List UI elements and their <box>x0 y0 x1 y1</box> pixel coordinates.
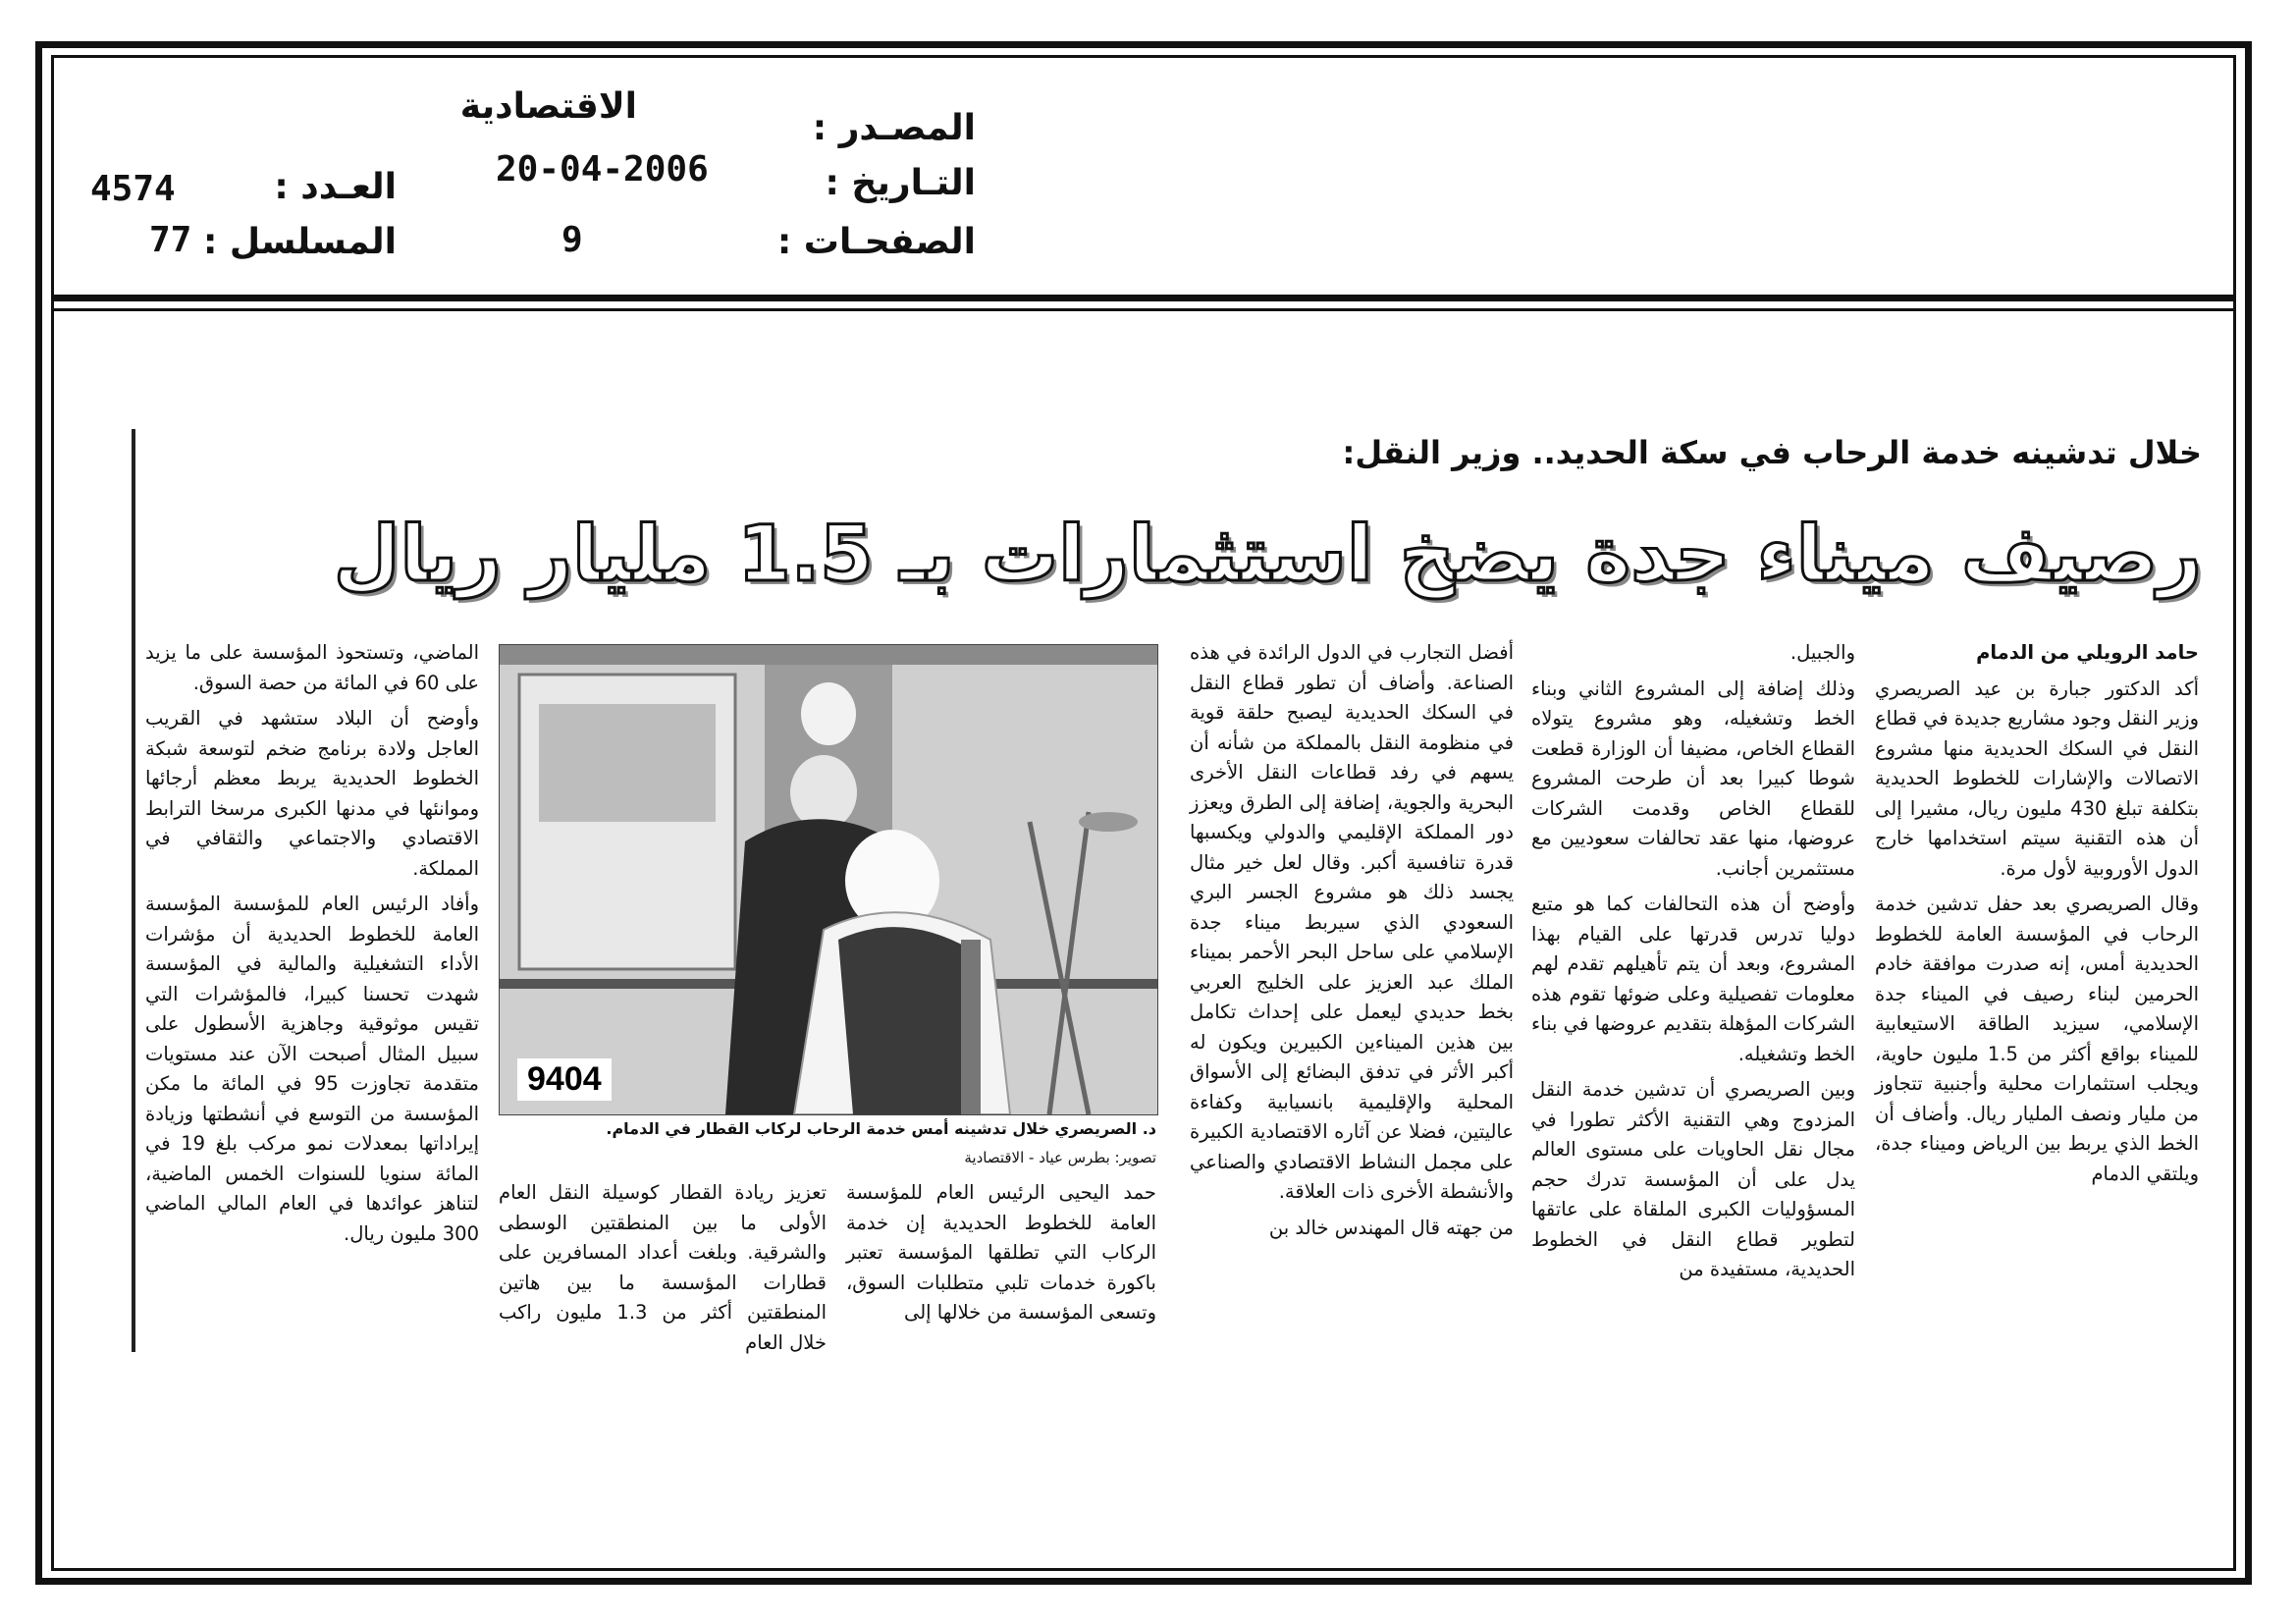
pages-value: 9 <box>561 220 583 260</box>
issue-value: 4574 <box>90 169 176 209</box>
article-kicker: خلال تدشينه خدمة الرحاب في سكة الحديد.. وزير النقل: <box>1342 434 2202 471</box>
paragraph: أفضل التجارب في الدول الرائدة في هذه الصناعة. وأضاف أن تطور قطاع النقل في السكك الحديدية ليصبح حلقة قوية في منظومة النقل بالمملكة من شأنه أن يسهم في رفد قطاعات النقل الأخرى البحرية والجوية، إضافة إلى الطرق ويعزز دور المملكة الإقليمي والدولي ويكسبها قدرة تنافسية أكبر. وقال لعل خير مثال يجسد ذلك هو مشروع الجسر البري السعودي الذي سيربط ميناء جدة الإسلامي على ساحل البحر الأحمر بميناء الملك عبد العزيز على الخليج العربي بخط حديدي ليعمل على إحداث تكامل بين هذين الميناءين الكبيرين ويكون له أكبر الأثر في تدفق البضائع إلى الأسواق المحلية والإقليمية بانسيابية وكفاءة عاليتين، فضلا عن آثاره الاقتصادية الكبيرة على مجمل النشاط الاقتصادي والصناعي والأنشطة الأخرى ذات العلاقة. <box>1190 641 1514 1203</box>
paragraph: وأفاد الرئيس العام للمؤسسة المؤسسة العامة للخطوط الحديدية أن مؤشرات الأداء التشغيلية والمالية في المؤسسة شهدت تحسنا كبيرا، فالمؤشرات التي تقيس موثوقية وجاهزية الأسطول على سبيل المثال أصبحت الآن عند مستويات متقدمة تجاوزت 95 في المائة ما مكن المؤسسة من التوسع في أنشطتها وزيادة إيراداتها بمعدلات نمو مركب بلغ 19 في المائة سنويا للسنوات الخمس الماضية، لتناهز عوائدها في العام المالي الماضي 300 مليون ريال. <box>145 893 479 1245</box>
paragraph: تعزيز ريادة القطار كوسيلة النقل العام الأولى ما بين المنطقتين الوسطى والشرقية. وبلغت أعداد المسافرين على قطارات المؤسسة ما بين هاتين المنطقتين أكثر من 1.3 مليون راكب خلال العام <box>499 1181 827 1354</box>
article-column-5 <box>499 1178 827 1364</box>
date-label: التـاريخ : <box>825 163 976 203</box>
paragraph: من جهته قال المهندس خالد بن <box>1268 1216 1514 1239</box>
paragraph: أكد الدكتور جبارة بن عيد الصريصري وزير النقل وجود مشاريع جديدة في قطاع النقل في السكك الحديدية منها مشروع الاتصالات والإشارات للخطوط الحديدية بتكلفة تبلغ 430 مليون ريال، مشيرا إلى أن هذه التقنية سيتم استخدامها خارج الدول الأوروبية لأول مرة. <box>1875 677 2199 880</box>
article-byline: حامد الرويلي من الدمام <box>1976 641 2199 664</box>
article-column-6 <box>145 638 479 1255</box>
date-value: 20-04-2006 <box>496 149 709 189</box>
paragraph: وبين الصريصري أن تدشين خدمة النقل المزدوج وهي التقنية الأكثر تطورا في مجال نقل الحاويات على مستوى العالم يدل على أن المؤسسة تدرك حجم المسؤوليات الكبرى الملقاة على عاتقها لتطوير قطاع النقل في الخطوط الحديدية، مستفيدة من <box>1531 1078 1855 1280</box>
paragraph: وأوضح أن البلاد ستشهد في القريب العاجل ولادة برنامج ضخم لتوسعة شبكة الخطوط الحديدية يربط معظم أرجائها وموانئها في مدنها الكبرى مرسخا الترابط الاقتصادي والاجتماعي والثقافي في المملكة. <box>145 707 479 880</box>
photo-caption: د. الصريصري خلال تدشينه أمس خدمة الرحاب لركاب القطار في الدمام. <box>606 1119 1156 1138</box>
serial-value: 77 <box>149 220 192 260</box>
article-column-3 <box>1190 638 1514 1249</box>
article-photo <box>499 644 1158 1115</box>
paragraph: وأوضح أن هذه التحالفات كما هو متبع دوليا تدرس قدرتها على القيام بهذا المشروع، وبعد أن يتم تأهيلهم تقدم لهم معلومات تفصيلية وعلى ضوئها تقوم هذه الشركات المؤهلة بتقديم عروضها في بناء الخط وتشغيله. <box>1531 893 1855 1065</box>
photo-code: 9404 <box>517 1058 612 1101</box>
source-label: المصـدر : <box>812 108 976 148</box>
header-divider <box>51 295 2236 301</box>
article-left-rule <box>132 429 135 1352</box>
paragraph: الماضي، وتستحوذ المؤسسة على ما يزيد على 60 في المائة من حصة السوق. <box>145 641 479 694</box>
photo-illustration <box>500 645 1157 1114</box>
header-divider-thin <box>51 308 2236 311</box>
pages-label: الصفحـات : <box>776 222 976 262</box>
paragraph: وذلك إضافة إلى المشروع الثاني وبناء الخط وتشغيله، وهو مشروع يتولاه القطاع الخاص، مضيفا أن الوزارة قطعت شوطا كبيرا بعد أن طرحت المشروع للقطاع الخاص وقدمت الشركات عروضها، منها عقد تحالفات سعوديين مع مستثمرين أجانب. <box>1531 677 1855 880</box>
paragraph: وقال الصريصري بعد حفل تدشين خدمة الرحاب في المؤسسة العامة للخطوط الحديدية أمس، إنه صدرت موافقة خادم الحرمين لبناء رصيف في الميناء جدة الإسلامي، سيزيد الطاقة الاستيعابية للميناء بواقع أكثر من 1.5 مليون حاوية، ويجلب استثمارات محلية وأجنبية تتجاوز من مليار ونصف المليار ريال. وأضاف أن الخط الذي يربط بين الرياض وميناء جدة، ويلتقي الدمام <box>1875 893 2199 1185</box>
article-column-2 <box>1531 638 1855 1291</box>
article-headline: رصيف ميناء جدة يضخ استثمارات بـ 1.5 مليار ريال <box>333 511 2202 599</box>
issue-label: العـدد : <box>274 167 397 207</box>
serial-label: المسلسل : <box>202 222 397 262</box>
paragraph: والجبيل. <box>1789 641 1855 664</box>
paragraph: حمد اليحيى الرئيس العام للمؤسسة العامة للخطوط الحديدية إن خدمة الركاب التي تطلقها المؤسسة تعتبر باكورة خدمات تلبي متطلبات السوق، وتسعى المؤسسة من خلالها إلى <box>846 1181 1156 1324</box>
photo-credit: تصوير: بطرس عياد - الاقتصادية <box>964 1149 1156 1166</box>
article-column-4 <box>846 1178 1156 1334</box>
article-column-1 <box>1875 638 2199 1195</box>
source-value: الاقتصادية <box>459 86 637 127</box>
